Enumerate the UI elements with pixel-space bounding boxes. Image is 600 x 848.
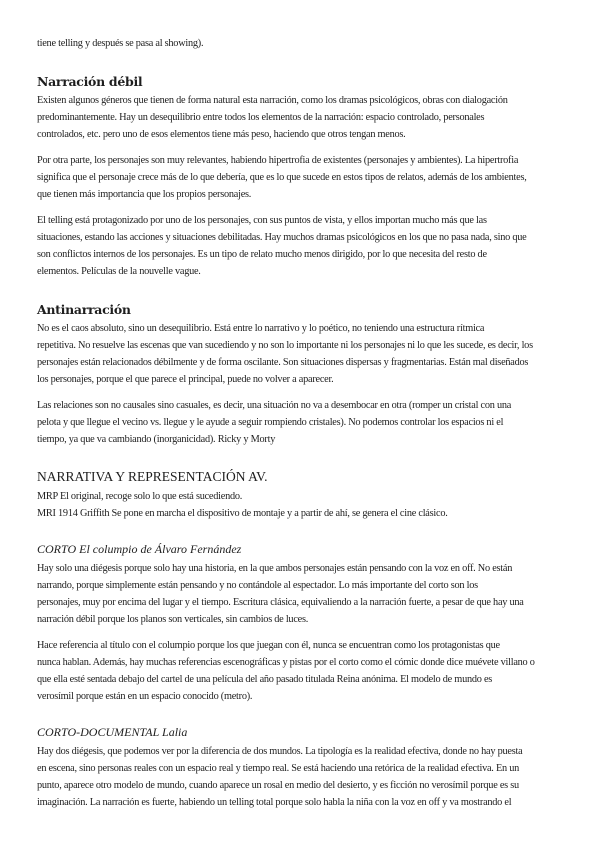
text-line: son conflictos internos de los personajes. Es un tipo de relato mucho menos dirigido, por lo que necesita del resto de <box>37 249 487 260</box>
heading-antinarracion: Antinarración <box>37 302 131 317</box>
heading-narracion-debil: Narración débil <box>37 74 143 89</box>
paragraph <box>37 743 565 811</box>
text-line: verosímil porque están en un espacio conocido (metro). <box>37 691 253 702</box>
text-line: Las relaciones son no causales sino casuales, es decir, una situación no va a desembocar en otra (romper un cristal con una <box>37 400 512 411</box>
page-content <box>37 35 565 811</box>
text-line: MRI 1914 Griffith Se pone en marcha el dispositivo de montaje y a partir de ahí, se genera el cine clásico. <box>37 508 448 519</box>
text-line: imaginación. La narración es fuerte, habiendo un telling total porque solo habla la niña con la voz en off y va mostrando el <box>37 797 512 808</box>
text-line: MRP El original, recoge solo lo que está sucediendo. <box>37 491 243 502</box>
text-line: Hay dos diégesis, que podemos ver por la diferencia de dos mundos. La tipología es la realidad efectiva, donde no hay puesta <box>37 746 523 757</box>
paragraph <box>37 637 565 705</box>
text-line: que ella esté sentada debajo del cartel de una película del año pasado titulada Reina anónima. El modelo de mundo es <box>37 674 493 685</box>
text-line: No es el caos absoluto, sino un desequilibrio. Está entre lo narrativo y lo poético, no teniendo una estructura rítmica <box>37 323 485 334</box>
text-line: repetitiva. No resuelve las escenas que van sucediendo y no son lo importante ni los personajes ni lo que les sucede, es decir, los <box>37 340 533 351</box>
text-line: controlados, etc. pero uno de esos elementos tiene más peso, haciendo que otros tengan menos. <box>37 129 406 140</box>
text-line: significa que el personaje crece más de lo que debería, que es lo que sucede en estos tipos de relatos, además de los ambientes, <box>37 172 527 183</box>
text-line: pelota y que llegue el vecino vs. llegue y le ayude a seguir rompiendo cristales). No podemos controlar los espacios ni el <box>37 417 504 428</box>
intro-line: tiene telling y después se pasa al showing). <box>37 38 204 49</box>
text-line: El telling está protagonizado por uno de los personajes, con sus puntos de vista, y ellos importan mucho más que las <box>37 215 487 226</box>
paragraph <box>37 560 565 628</box>
text-line: que tienen más importancia que los propios personajes. <box>37 189 252 200</box>
text-line: Hace referencia al título con el columpio porque los que juegan con él, nunca se encuentran como los protagonistas que <box>37 640 500 651</box>
text-line: elementos. Películas de la nouvelle vague. <box>37 266 201 277</box>
text-line: predominantemente. Hay un desequilibrio entre todos los elementos de la narración: espacio controlado, personales <box>37 112 485 123</box>
text-line: Por otra parte, los personajes son muy relevantes, habiendo hipertrofia de existentes (personajes y ambientes). La hipertrofia <box>37 155 519 166</box>
text-line: en escena, sino personas reales con un espacio real y tiempo real. Se está haciendo una retórica de la realidad efectiva. En un <box>37 763 520 774</box>
paragraph <box>37 92 565 143</box>
paragraph <box>37 152 565 203</box>
paragraph <box>37 212 565 280</box>
text-line: tiempo, ya que va cambiando (inorganicidad). Ricky y Morty <box>37 434 276 445</box>
text-line: nunca hablan. Además, hay muchas referencias escenográficas y pistas por el corto como el cómic donde dice muévete villano o <box>37 657 535 668</box>
text-line: narrando, porque simplemente están pensando y no contándole al espectador. Lo más importante del corto son los <box>37 580 478 591</box>
paragraph <box>37 397 565 448</box>
text-line: personajes, muy por encima del lugar y el tiempo. Escritura clásica, equivaliendo a la narración fuerte, a pesar de que hay una <box>37 597 524 608</box>
heading-narrativa-representacion: NARRATIVA Y REPRESENTACIÓN AV. <box>37 469 268 484</box>
text-line: personajes están relacionados débilmente y de forma oscilante. Son situaciones dispersas y fragmentarias. Están mal diseñados <box>37 357 529 368</box>
text-line: situaciones, estando las acciones y situaciones debilitadas. Hay muchos dramas psicológicos en los que no pasa nada, sino que <box>37 232 527 243</box>
paragraph <box>37 320 565 388</box>
text-line: narración débil porque los planos son verticales, sin cambios de luces. <box>37 614 309 625</box>
text-line: Existen algunos géneros que tienen de forma natural esta narración, como los dramas psicológicos, obras con dialogación <box>37 95 508 106</box>
paragraph <box>37 488 565 522</box>
text-line: los personajes, porque el que parece el principal, puede no volver a aparecer. <box>37 374 334 385</box>
heading-corto-documental-lalia: CORTO-DOCUMENTAL Lalia <box>37 725 188 739</box>
heading-corto-el-columpio: CORTO El columpio de Álvaro Fernández <box>37 542 242 556</box>
text-line: punto, aparece otro modelo de mundo, cuando aparece un rosal en medio del desierto, y es ficción no verosímil porque es su <box>37 780 519 791</box>
text-line: Hay solo una diégesis porque solo hay una historia, en la que ambos personajes están pensando con la voz en off. No están <box>37 563 513 574</box>
